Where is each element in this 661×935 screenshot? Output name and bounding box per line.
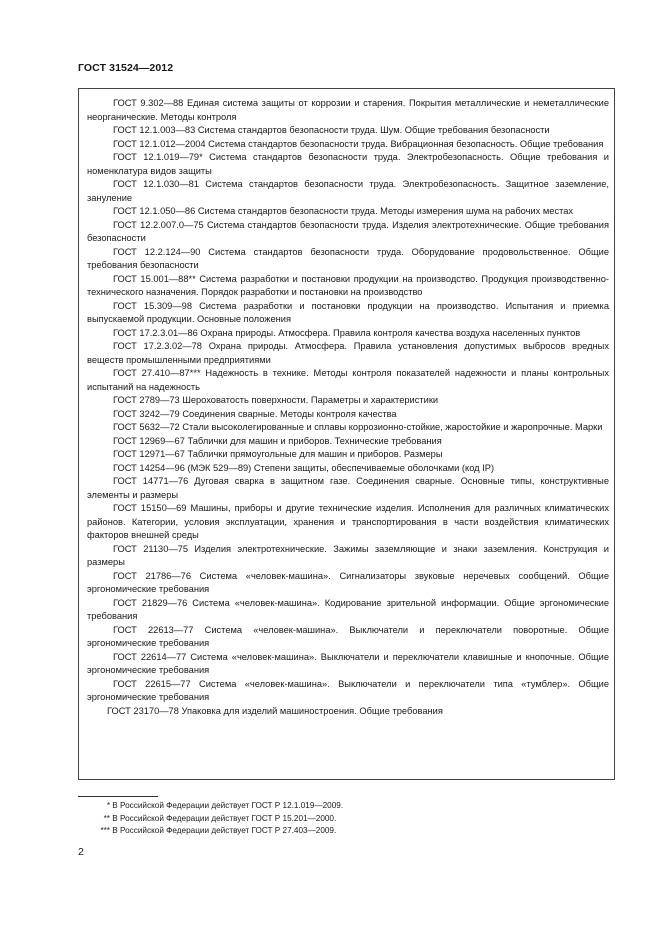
footnote <box>78 800 343 813</box>
reference-item: ГОСТ 12.1.003—83 Система стандартов безопасности труда. Шум. Общие требования безопасности <box>113 125 550 135</box>
reference-item: ГОСТ 12971—67 Таблички прямоугольные для машин и приборов. Размеры <box>113 449 443 459</box>
footnote <box>78 813 343 826</box>
footnote-text: В Российской Федерации действует ГОСТ Р 15.201—2000. <box>112 813 337 823</box>
reference-item: ГОСТ 9.302—88 Единая система защиты от коррозии и старения. Покрытия металлические и неметаллические неорганические. Методы контроля <box>87 98 609 122</box>
reference-item: ГОСТ 12.2.007.0—75 Система стандартов безопасности труда. Изделия электротехнические. Общие требования безопасности <box>87 219 609 243</box>
page-number: 2 <box>78 846 84 858</box>
reference-item: ГОСТ 15150—69 Машины, приборы и другие технические изделия. Исполнения для различных климатических районов. Категории, условия эксплуатации, хранения и транспортирования в части воздействия климатических факторов внешней среды <box>87 503 609 540</box>
reference-item: ГОСТ 3242—79 Соединения сварные. Методы контроля качества <box>113 408 397 419</box>
footnotes <box>78 800 343 838</box>
reference-item: ГОСТ 2789—73 Шероховатость поверхности. Параметры и характеристики <box>113 395 439 405</box>
footnote-text: В Российской Федерации действует ГОСТ Р 27.403—2009. <box>112 826 337 835</box>
reference-item: ГОСТ 21829—76 Система «человек-машина». Кодирование зрительной информации. Общие эргономические требования <box>87 597 609 621</box>
reference-item: ГОСТ 12.1.050—86 Система стандартов безопасности труда. Методы измерения шума на рабочих местах <box>113 206 574 216</box>
reference-item: ГОСТ 27.410—87*** Надежность в технике. Методы контроля показателей надежности и планы контрольных испытаний на надежность <box>87 368 609 392</box>
reference-item: ГОСТ 17.2.3.01—86 Охрана природы. Атмосфера. Правила контроля качества воздуха населенных пунктов <box>113 327 581 338</box>
reference-item: ГОСТ 23170—78 Упаковка для изделий машиностроения. Общие требования <box>107 705 443 716</box>
footnote-separator <box>78 796 158 797</box>
reference-item: ГОСТ 5632—72 Стали высоколегированные и сплавы коррозионно-стойкие, жаростойкие и жаропрочные. Марки <box>113 422 603 432</box>
footnote-text: В Российской Федерации действует ГОСТ Р 12.1.019—2009. <box>112 801 344 810</box>
document-header: ГОСТ 31524—2012 <box>78 62 174 74</box>
reference-item: ГОСТ 12.1.012—2004 Система стандартов безопасности труда. Вибрационная безопасность. Общие требования <box>113 138 604 149</box>
normative-references-list <box>87 97 609 718</box>
reference-item: ГОСТ 17.2.3.02—78 Охрана природы. Атмосфера. Правила установления допустимых выбросов вредных веществ промышленными предприятиями <box>87 341 609 365</box>
footnote-mark: ** <box>103 813 110 823</box>
footnote-mark: * <box>106 801 110 810</box>
reference-item: ГОСТ 22615—77 Система «человек-машина». Выключатели и переключатели типа «тумблер». Общие эргономические требования <box>87 678 609 702</box>
reference-item: ГОСТ 12969—67 Таблички для машин и приборов. Технические требования <box>113 435 442 446</box>
reference-item: ГОСТ 15.309—98 Система разработки и постановки продукции на производство. Испытания и приемка выпускаемой продукции. Основные положения <box>87 300 609 324</box>
reference-item: ГОСТ 12.1.030—81 Система стандартов безопасности труда. Электробезопасность. Защитное заземление, зануление <box>87 179 609 203</box>
reference-item: ГОСТ 15.001—88** Система разработки и постановки продукции на производство. Продукция производственно-технического назначения. Порядок разработки и постановки на производство <box>87 273 609 297</box>
reference-item: ГОСТ 22614—77 Система «человек-машина». Выключатели и переключатели клавишные и кнопочные. Общие эргономические требования <box>87 651 609 675</box>
reference-item: ГОСТ 22613—77 Система «человек-машина». Выключатели и переключатели поворотные. Общие эргономические требования <box>87 624 609 648</box>
reference-item: ГОСТ 21786—76 Система «человек-машина». Сигнализаторы звуковые неречевых сообщений. Общие эргономические требования <box>87 570 609 594</box>
reference-item: ГОСТ 14771—76 Дуговая сварка в защитном газе. Соединения сварные. Основные типы, конструктивные элементы и размеры <box>87 476 609 500</box>
reference-item: ГОСТ 12.2.124—90 Система стандартов безопасности труда. Оборудование продовольственное. Общие требования безопасности <box>87 246 609 270</box>
reference-item: ГОСТ 21130—75 Изделия электротехнические. Зажимы заземляющие и знаки заземления. Конструкция и размеры <box>87 543 609 567</box>
footnote-mark: *** <box>100 826 110 835</box>
footnote <box>78 825 343 838</box>
reference-item: ГОСТ 14254—96 (МЭК 529—89) Степени защиты, обеспечиваемые оболочками (код IP) <box>113 462 495 473</box>
reference-item: ГОСТ 12.1.019—79* Система стандартов безопасности труда. Электробезопасность. Общие требования и номенклатура видов защиты <box>87 152 609 176</box>
